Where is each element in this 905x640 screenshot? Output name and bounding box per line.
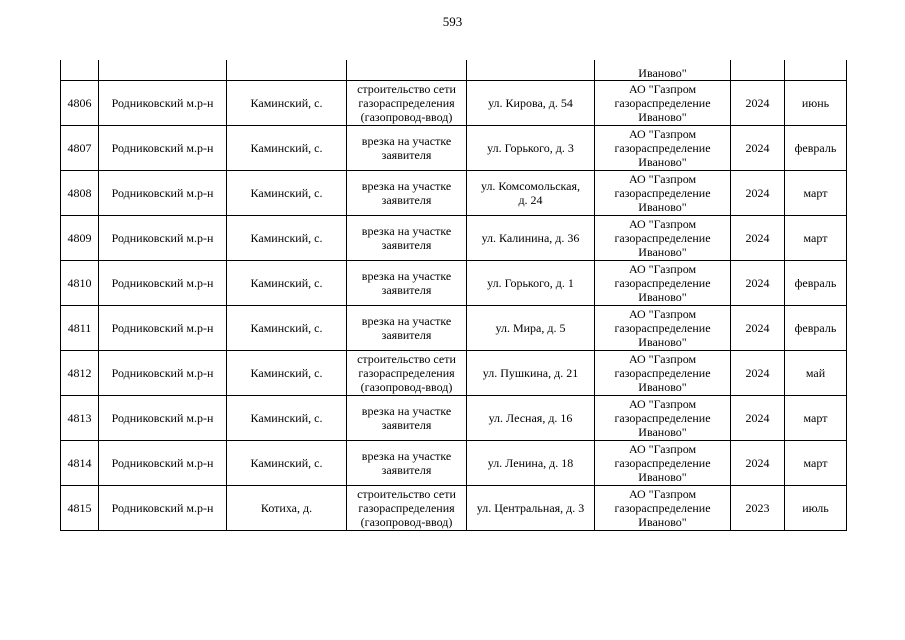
cell-year: 2024 — [731, 81, 785, 126]
cell-num: 4807 — [61, 126, 99, 171]
cell-year: 2024 — [731, 396, 785, 441]
cell-district: Родниковский м.р-н — [99, 216, 227, 261]
table-row — [61, 306, 847, 351]
cell-year: 2024 — [731, 441, 785, 486]
cell-work-line: (газопровод-ввод) — [360, 380, 453, 394]
cell-org — [595, 351, 731, 396]
cell-org — [595, 216, 731, 261]
table-row — [61, 216, 847, 261]
cell-year: 2024 — [731, 261, 785, 306]
cell-org-line: АО "Газпром — [628, 442, 697, 456]
cell-org-line: Иваново" — [638, 380, 687, 394]
cell-work-line: газораспределения — [358, 96, 455, 110]
cell-district: Родниковский м.р-н — [99, 261, 227, 306]
cell-org-line: Иваново" — [638, 155, 687, 169]
cell-district: Родниковский м.р-н — [99, 306, 227, 351]
cell-month: май — [785, 351, 847, 396]
cell-org — [595, 261, 731, 306]
cell-work-line: заявителя — [381, 148, 432, 162]
cell-locality: Каминский, с. — [227, 441, 347, 486]
cell-work-line: заявителя — [381, 193, 432, 207]
cell-org-line: АО "Газпром — [628, 352, 697, 366]
cell-work-line: строительство сети — [357, 487, 456, 501]
cell-num — [61, 60, 99, 81]
cell-work-line: газораспределения — [358, 366, 455, 380]
cell-org — [595, 396, 731, 441]
cell-district: Родниковский м.р-н — [99, 81, 227, 126]
table-row — [61, 261, 847, 306]
table-row — [61, 351, 847, 396]
cell-work — [347, 171, 467, 216]
cell-district: Родниковский м.р-н — [99, 351, 227, 396]
cell-address-line: ул. Мира, д. 5 — [495, 321, 566, 335]
cell-work-line: (газопровод-ввод) — [360, 515, 453, 529]
cell-work-line: заявителя — [381, 238, 432, 252]
cell-work-line: врезка на участке — [361, 269, 452, 283]
cell-org-line: АО "Газпром — [628, 217, 697, 231]
table-row — [61, 126, 847, 171]
cell-locality: Каминский, с. — [227, 396, 347, 441]
cell-address — [467, 60, 595, 81]
cell-org-line: Иваново" — [638, 200, 687, 214]
cell-work-line: (газопровод-ввод) — [360, 110, 453, 124]
cell-year: 2024 — [731, 306, 785, 351]
cell-org — [595, 441, 731, 486]
cell-month: февраль — [785, 306, 847, 351]
cell-address — [467, 351, 595, 396]
cell-month: февраль — [785, 261, 847, 306]
cell-org-line: газораспределение — [614, 231, 711, 245]
cell-address — [467, 306, 595, 351]
cell-num: 4815 — [61, 486, 99, 531]
cell-address — [467, 81, 595, 126]
cell-work-line: врезка на участке — [361, 224, 452, 238]
cell-address-line: ул. Кирова, д. 54 — [488, 96, 573, 110]
table-row — [61, 81, 847, 126]
cell-address — [467, 261, 595, 306]
cell-locality: Каминский, с. — [227, 126, 347, 171]
cell-org-line: газораспределение — [614, 186, 711, 200]
cell-work-line: врезка на участке — [361, 179, 452, 193]
cell-address — [467, 396, 595, 441]
cell-year: 2023 — [731, 486, 785, 531]
cell-num: 4806 — [61, 81, 99, 126]
cell-address-line: ул. Пушкина, д. 21 — [482, 366, 579, 380]
cell-org-line: газораспределение — [614, 456, 711, 470]
gas-connection-table — [60, 60, 847, 531]
cell-month: февраль — [785, 126, 847, 171]
cell-locality: Каминский, с. — [227, 261, 347, 306]
cell-district: Родниковский м.р-н — [99, 441, 227, 486]
cell-num: 4814 — [61, 441, 99, 486]
cell-district: Родниковский м.р-н — [99, 171, 227, 216]
cell-address — [467, 486, 595, 531]
cell-address-line: ул. Горького, д. 3 — [487, 141, 574, 155]
cell-org-line: Иваново" — [638, 290, 687, 304]
cell-work-line: заявителя — [381, 283, 432, 297]
cell-org — [595, 486, 731, 531]
cell-locality: Каминский, с. — [227, 81, 347, 126]
cell-year: 2024 — [731, 171, 785, 216]
cell-org — [595, 126, 731, 171]
cell-org-line: АО "Газпром — [628, 172, 697, 186]
cell-work — [347, 486, 467, 531]
cell-month: март — [785, 171, 847, 216]
cell-work — [347, 60, 467, 81]
cell-org-line: АО "Газпром — [628, 307, 697, 321]
cell-work-line: строительство сети — [357, 82, 456, 96]
cell-org-line: Иваново" — [638, 425, 687, 439]
cell-address-line: ул. Лесная, д. 16 — [488, 411, 573, 425]
cell-address — [467, 126, 595, 171]
cell-num: 4811 — [61, 306, 99, 351]
cell-org-line: АО "Газпром — [628, 262, 697, 276]
cell-org-line: АО "Газпром — [628, 487, 697, 501]
cell-locality: Каминский, с. — [227, 216, 347, 261]
cell-address-line: ул. Горького, д. 1 — [487, 276, 574, 290]
cell-work — [347, 216, 467, 261]
cell-org-line: газораспределение — [614, 96, 711, 110]
table-row — [61, 486, 847, 531]
cell-month: март — [785, 216, 847, 261]
cell-org-line: АО "Газпром — [628, 127, 697, 141]
cell-work — [347, 441, 467, 486]
cell-locality — [227, 60, 347, 81]
cell-org-line: Иваново" — [638, 470, 687, 484]
cell-locality: Каминский, с. — [227, 351, 347, 396]
cell-address-line: ул. Центральная, д. 3 — [476, 501, 585, 515]
cell-work — [347, 351, 467, 396]
cell-work — [347, 396, 467, 441]
cell-num: 4813 — [61, 396, 99, 441]
cell-month: июль — [785, 486, 847, 531]
cell-work-line: заявителя — [381, 418, 432, 432]
cell-month: март — [785, 396, 847, 441]
cell-address-line: ул. Комсомольская, — [480, 179, 581, 193]
cell-org-line: АО "Газпром — [628, 397, 697, 411]
cell-org-line: Иваново" — [638, 245, 687, 259]
cell-work-line: газораспределения — [358, 501, 455, 515]
cell-work — [347, 261, 467, 306]
cell-org-line: газораспределение — [614, 141, 711, 155]
cell-num: 4812 — [61, 351, 99, 396]
cell-work-line: строительство сети — [357, 352, 456, 366]
table-row — [61, 171, 847, 216]
cell-org-line: АО "Газпром — [628, 82, 697, 96]
cell-address-line: ул. Ленина, д. 18 — [487, 456, 574, 470]
cell-district — [99, 60, 227, 81]
table-body — [61, 60, 847, 531]
cell-address — [467, 171, 595, 216]
cell-work-line: врезка на участке — [361, 404, 452, 418]
table-row — [61, 396, 847, 441]
cell-district: Родниковский м.р-н — [99, 396, 227, 441]
cell-month — [785, 60, 847, 81]
cell-year — [731, 60, 785, 81]
cell-work — [347, 81, 467, 126]
cell-org-line: газораспределение — [614, 321, 711, 335]
cell-org-line: газораспределение — [614, 276, 711, 290]
cell-work-line: врезка на участке — [361, 134, 452, 148]
cell-locality: Котиха, д. — [227, 486, 347, 531]
cell-work-line: врезка на участке — [361, 449, 452, 463]
cell-org-line: газораспределение — [614, 411, 711, 425]
cell-year: 2024 — [731, 216, 785, 261]
cell-work-line: заявителя — [381, 328, 432, 342]
cell-year: 2024 — [731, 351, 785, 396]
cell-address-line: д. 24 — [518, 193, 543, 207]
cell-org-line: Иваново" — [638, 110, 687, 124]
cell-address-line: ул. Калинина, д. 36 — [481, 231, 580, 245]
cell-work — [347, 306, 467, 351]
page-number: 593 — [442, 14, 463, 29]
cell-org: Иваново" — [595, 60, 731, 81]
table-row-continuation — [61, 60, 847, 81]
cell-org-line: Иваново" — [638, 335, 687, 349]
table-row — [61, 441, 847, 486]
cell-org-line: газораспределение — [614, 501, 711, 515]
cell-district: Родниковский м.р-н — [99, 126, 227, 171]
cell-work-line: врезка на участке — [361, 314, 452, 328]
cell-org — [595, 171, 731, 216]
cell-org — [595, 81, 731, 126]
cell-month: март — [785, 441, 847, 486]
cell-locality: Каминский, с. — [227, 306, 347, 351]
cell-org — [595, 306, 731, 351]
cell-num: 4810 — [61, 261, 99, 306]
cell-address — [467, 441, 595, 486]
cell-work — [347, 126, 467, 171]
cell-num: 4809 — [61, 216, 99, 261]
cell-year: 2024 — [731, 126, 785, 171]
cell-month: июнь — [785, 81, 847, 126]
cell-org-line: газораспределение — [614, 366, 711, 380]
cell-num: 4808 — [61, 171, 99, 216]
cell-district: Родниковский м.р-н — [99, 486, 227, 531]
cell-work-line: заявителя — [381, 463, 432, 477]
cell-address — [467, 216, 595, 261]
cell-locality: Каминский, с. — [227, 171, 347, 216]
cell-org-line: Иваново" — [638, 515, 687, 529]
